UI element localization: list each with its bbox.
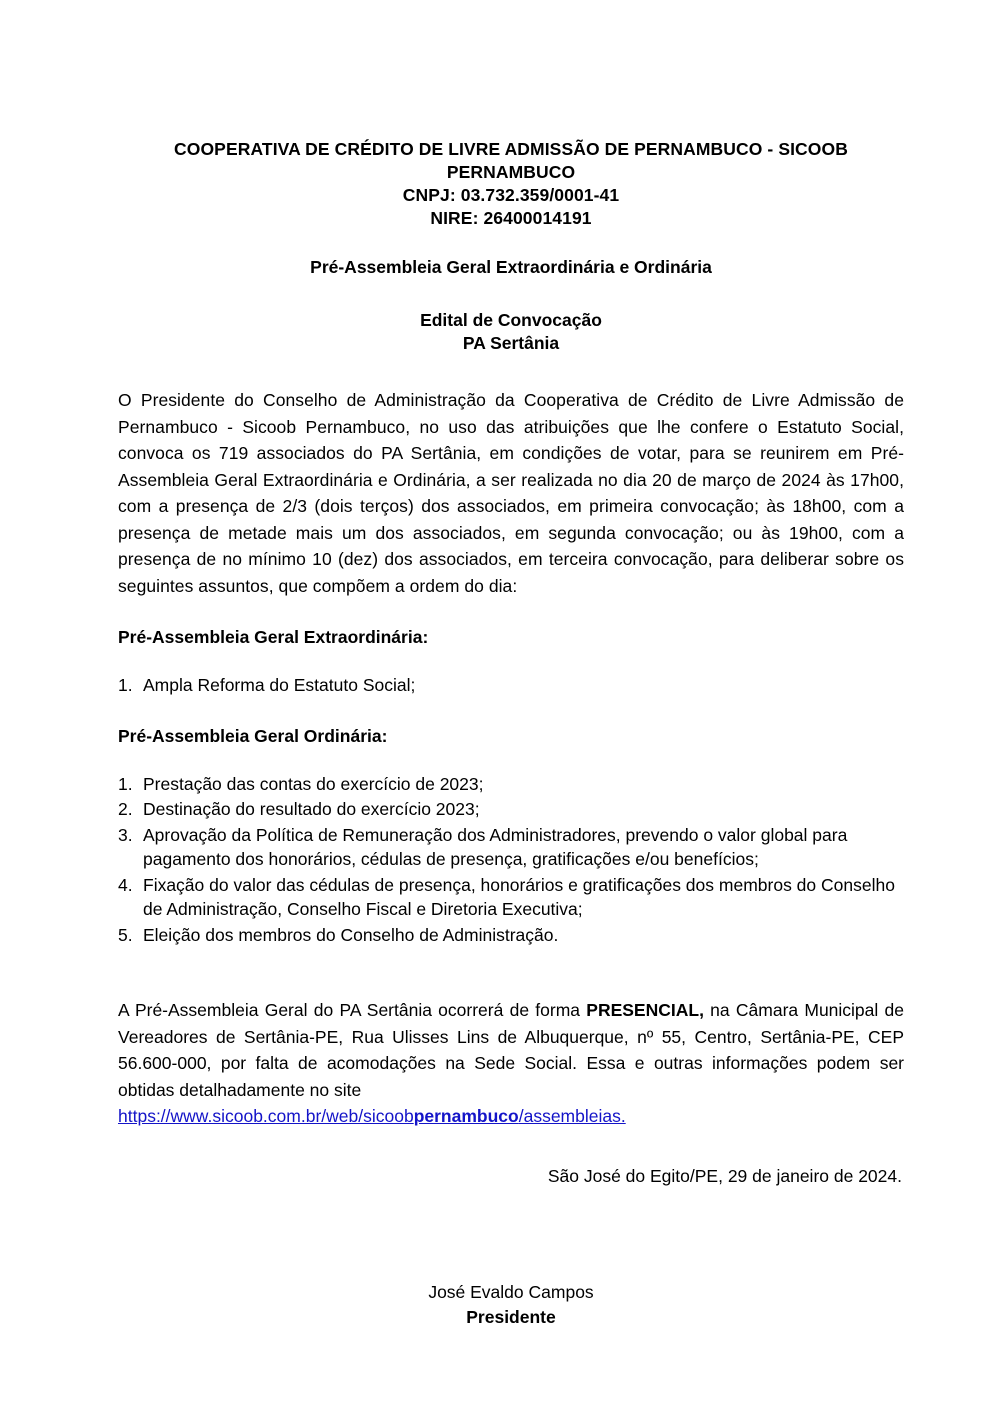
list-item [118,797,904,822]
list-item-number: 1. [118,773,133,794]
list-item-text: Fixação do valor das cédulas de presença, honorários e gratificações dos membros do Conselho de Administração, Conselho Fiscal e Diretoria Executiva; [143,874,895,919]
list-item [118,673,904,698]
list-item-number: 5. [118,924,133,945]
list-item-text: Destinação do resultado do exercício 2023; [143,799,480,819]
header-line-cnpj: CNPJ: 03.732.359/0001-41 [402,185,620,205]
signature-block [118,1280,904,1330]
header-line-company-2: PERNAMBUCO [446,162,576,182]
list-item-number: 2. [118,799,133,819]
link-suffix: /assembleias. [518,1106,626,1126]
list-item [118,923,904,948]
list-item-number: 3. [118,824,133,845]
agenda-list-ordinaria [118,772,904,948]
signatory-role: Presidente [466,1306,556,1327]
header-line-nire: NIRE: 26400014191 [430,208,592,228]
link-bold: pernambuco [413,1106,519,1126]
list-item [118,873,904,922]
intro-paragraph: O Presidente do Conselho de Administração da Cooperativa de Crédito de Livre Admissão de Pernambuco - Sicoob Pernambuco, no uso das atribuições que lhe confere o Estatuto Social, convoca os 719 associados do PA Sertânia, em condições de votar, para se reunirem em Pré-Assembleia Geral Extraordinária e Ordinária, a ser realizada no dia 20 de março de 2024 às 17h00, com a presença de 2/3 (dois terços) dos associados, em primeira convocação; às 18h00, com a presença de metade mais um dos associados, em segunda convocação; ou às 19h00, com a presença de no mínimo 10 (dez) dos associados, em terceira convocação, para deliberar sobre os seguintes assuntos, que compõem a ordem do dia: [118,390,904,596]
closing-text-part-1: A Pré-Assembleia Geral do PA Sertânia ocorrerá de forma [118,1000,587,1020]
header-line-company-1: COOPERATIVA DE CRÉDITO DE LIVRE ADMISSÃO DE PERNAMBUCO - SICOOB [174,139,848,159]
document-header [118,138,904,230]
section-heading-extraordinaria: Pré-Assembleia Geral Extraordinária: [118,627,429,647]
list-item-text: Ampla Reforma do Estatuto Social; [143,675,416,695]
edital-title-line-1: Edital de Convocação [420,310,602,330]
list-item-text: Aprovação da Política de Remuneração dos Administradores, prevendo o valor global para pagamento dos honorários, cédulas de presença, gratificações e/ou benefícios; [143,824,848,869]
agenda-list-extraordinaria [118,673,904,698]
signatory-name: José Evaldo Campos [428,1281,594,1302]
place-and-date: São José do Egito/PE, 29 de janeiro de 2024. [547,1165,902,1186]
assembleias-link[interactable] [118,1103,904,1130]
edital-title-line-2: PA Sertânia [462,333,560,353]
list-item-number: 4. [118,874,133,895]
document-subtitle: Pré-Assembleia Geral Extraordinária e Ordinária [310,257,712,277]
edital-title [118,309,904,355]
list-item-number: 1. [118,675,133,695]
list-item [118,823,904,872]
list-item [118,772,904,797]
link-prefix: https://www.sicoob.com.br/web/sicoob [118,1106,414,1126]
section-heading-ordinaria: Pré-Assembleia Geral Ordinária: [118,725,388,746]
list-item-text: Eleição dos membros do Conselho de Administração. [143,924,559,945]
closing-paragraph [118,997,904,1130]
closing-text-presencial: PRESENCIAL, [586,1000,704,1020]
closing-text-part-2: na Câmara Municipal de Vereadores de Sertânia-PE, Rua Ulisses Lins de Albuquerque, nº 55, Centro, Sertânia-PE, CEP 56.600-000, por falta de acomodações na Sede Social. Essa e outras informações podem ser obtidas detalhadamente no site [118,1000,904,1100]
list-item-text: Prestação das contas do exercício de 2023; [143,773,484,794]
